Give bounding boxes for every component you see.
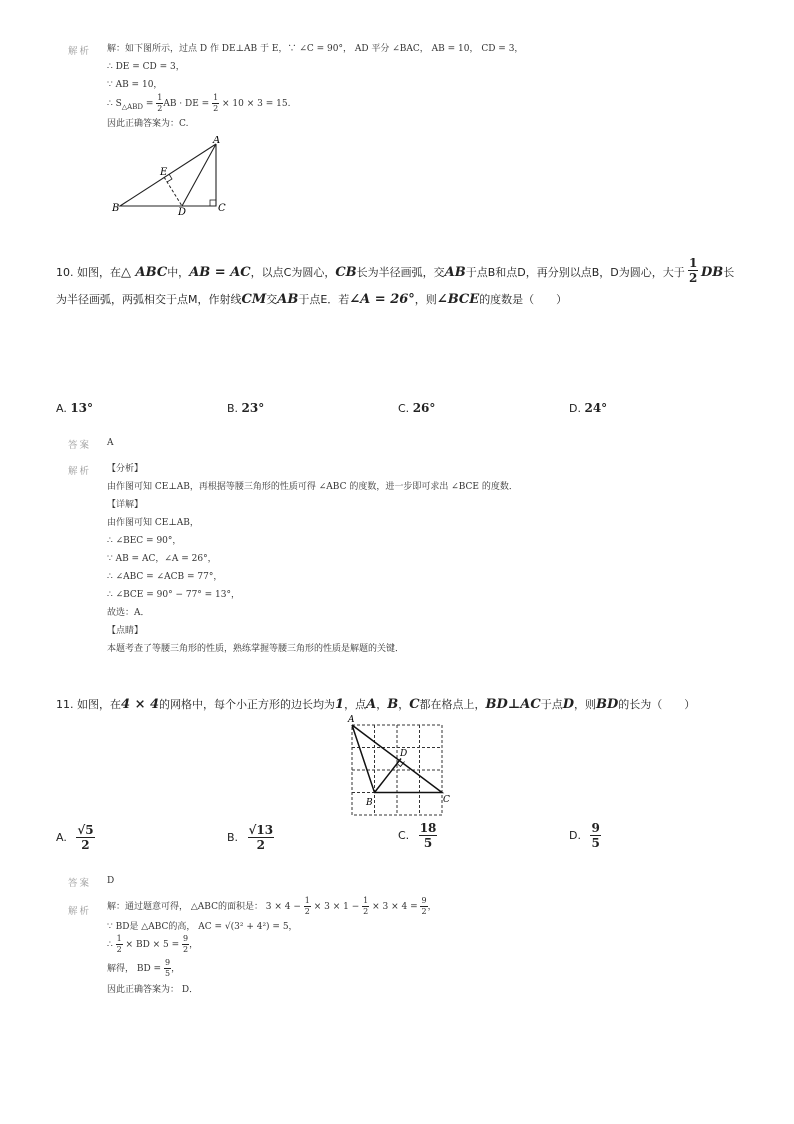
- text: ，则: [574, 698, 597, 711]
- text: ，则: [414, 293, 437, 306]
- text: × BD × 5 =: [122, 940, 183, 950]
- option-b[interactable]: [227, 401, 264, 415]
- text: × 10 × 3 = 15.: [219, 99, 291, 109]
- text: AB · DE =: [163, 99, 213, 109]
- fraction: [164, 959, 171, 978]
- solution-line: ∵ AB = AC，∠A = 26°，: [107, 554, 217, 564]
- daan-label: 答案: [68, 440, 92, 451]
- solution-line: ∴ ∠ABC = ∠ACB = 77°，: [107, 572, 223, 582]
- solution-line: 【点睛】: [107, 626, 144, 636]
- solution-line: ∴ DE = CD = 3，: [107, 62, 185, 72]
- jiexi-label: 解析: [68, 46, 92, 57]
- option-fraction: [76, 824, 94, 851]
- option-letter: C.: [398, 402, 410, 415]
- point-label: D: [178, 207, 187, 218]
- denominator: 2: [256, 838, 266, 852]
- solution-line: 因此正确答案为：C.: [107, 119, 189, 129]
- solution-line: ∴ ∠BEC = 90°，: [107, 536, 182, 546]
- option-value: 24°: [584, 401, 608, 415]
- solution-line: [107, 935, 198, 954]
- text: ，: [427, 902, 437, 912]
- denominator: 2: [213, 104, 219, 113]
- option-a[interactable]: [56, 401, 93, 415]
- numerator: √13: [248, 823, 274, 837]
- point-label: B: [366, 798, 373, 808]
- text: 解得， BD =: [107, 964, 164, 974]
- solution-line: [107, 959, 180, 978]
- numerator: 1: [116, 934, 122, 943]
- subscript: △ABD: [121, 102, 143, 111]
- option-fraction: [590, 822, 600, 849]
- text: ，: [189, 940, 199, 950]
- solution-line: 【详解】: [107, 500, 144, 510]
- solution-line: 由作图可知 CE⊥AB，: [107, 518, 199, 528]
- question-10-line-1-end: [701, 264, 734, 280]
- numerator: 1: [213, 93, 219, 102]
- text: × 3 × 1 −: [310, 902, 363, 912]
- jiexi-label: 解析: [68, 906, 92, 917]
- triangle-figure-9: [108, 136, 233, 218]
- fraction: [304, 897, 311, 916]
- numerator: 1: [689, 256, 698, 270]
- solution-line: 解：如下图所示，过点 D 作 DE⊥AB 于 E，∵ ∠C = 90°， AD 平分 ∠BAC， AB = 10， CD = 3，: [107, 44, 524, 54]
- point-label: B: [112, 203, 120, 214]
- text: =: [142, 99, 157, 109]
- text: 10. 如图，在: [56, 266, 121, 279]
- math: AB: [444, 265, 466, 280]
- math: ∠A = 26°: [349, 292, 415, 307]
- denominator: 2: [157, 104, 163, 113]
- denominator: 2: [363, 907, 369, 916]
- daan-label: 答案: [68, 878, 92, 889]
- option-value: 23°: [241, 401, 265, 415]
- text: 交: [266, 293, 278, 306]
- text: ，以点C为圆心，: [250, 266, 336, 279]
- numerator: 1: [157, 93, 163, 102]
- option-a[interactable]: [56, 824, 95, 851]
- option-letter: B.: [227, 831, 239, 844]
- text: 中，: [167, 266, 190, 279]
- option-d[interactable]: [569, 822, 601, 849]
- text: 于点B和点D，再分别以点B，D为圆心，大于: [465, 266, 685, 279]
- math: AB = AC: [189, 265, 251, 280]
- option-c[interactable]: [398, 822, 437, 849]
- math: DB: [701, 265, 724, 280]
- point-label: A: [348, 715, 355, 725]
- math: ∠BCE: [436, 292, 480, 307]
- option-d[interactable]: [569, 401, 607, 415]
- option-letter: A.: [56, 831, 67, 844]
- text: 为半径画弧，两弧相交于点M，作射线: [56, 293, 242, 306]
- option-fraction: [419, 822, 438, 849]
- math: 1: [335, 697, 345, 712]
- fraction-half: [688, 257, 698, 284]
- option-letter: D.: [569, 402, 581, 415]
- text: 11. 如图，在: [56, 698, 121, 711]
- solution-line: [107, 897, 437, 916]
- point-label: E: [160, 167, 168, 178]
- math: A: [366, 697, 377, 712]
- text: ，点: [344, 698, 367, 711]
- numerator: 9: [164, 958, 171, 967]
- question-11-line: [56, 696, 695, 712]
- text: ，: [171, 964, 181, 974]
- denominator: 2: [116, 945, 122, 954]
- solution-line: 本题考查了等腰三角形的性质，熟练掌握等腰三角形的性质是解题的关键．: [107, 644, 405, 654]
- denominator: 2: [421, 907, 427, 916]
- text: 解：通过题意可得， △ABC的面积是： 3 × 4 −: [107, 902, 304, 912]
- solution-line: ∵ BD是 △ABC的高， AC = √(3² + 4²) = 5，: [107, 922, 298, 932]
- option-c[interactable]: [398, 401, 435, 415]
- solution-line: 故选：A．: [107, 608, 150, 618]
- text: 长: [723, 266, 735, 279]
- option-value: 13°: [70, 401, 94, 415]
- grid-figure-11: [342, 713, 454, 819]
- math: △ ABC: [121, 265, 168, 280]
- numerator: 1: [363, 896, 369, 905]
- option-fraction: [248, 824, 275, 851]
- point-label: C: [443, 795, 450, 805]
- denominator: 2: [304, 907, 310, 916]
- option-letter: C.: [398, 829, 410, 842]
- numerator: 9: [183, 934, 189, 943]
- option-letter: B.: [227, 402, 239, 415]
- point-label: C: [218, 203, 226, 214]
- point-label: D: [400, 749, 408, 759]
- solution-line: 由作图可知 CE⊥AB，再根据等腰三角形的性质可得 ∠ABC 的度数，进一步即可求出 ∠BCE 的度数．: [107, 482, 518, 492]
- fraction: [420, 897, 427, 916]
- answer-value: D: [107, 876, 115, 886]
- text: 的网格中，每个小正方形的边长均为: [159, 698, 336, 711]
- option-b[interactable]: [227, 824, 274, 851]
- math: C: [409, 697, 420, 712]
- denominator: 2: [81, 838, 90, 852]
- numerator: 9: [421, 896, 427, 905]
- answer-value: A: [107, 438, 114, 448]
- math: BD⊥AC: [485, 697, 541, 712]
- math: B: [387, 697, 399, 712]
- text: ∴ S: [107, 99, 122, 109]
- option-value: 26°: [412, 401, 436, 415]
- option-letter: A.: [56, 402, 67, 415]
- text: 的长为（ ）: [618, 698, 696, 711]
- point-label: A: [213, 136, 221, 146]
- math: CB: [335, 265, 357, 280]
- math: D: [562, 697, 575, 712]
- solution-line: 【分析】: [107, 464, 144, 474]
- text: 于点: [540, 698, 563, 711]
- denominator: 5: [164, 969, 171, 978]
- math: 4 × 4: [121, 697, 160, 712]
- math: AB: [277, 292, 299, 307]
- numerator: 18: [419, 821, 437, 835]
- text: 的度数是（ ）: [479, 293, 568, 306]
- numerator: 1: [304, 896, 310, 905]
- text: × 3 × 4 =: [369, 902, 421, 912]
- jiexi-label: 解析: [68, 466, 92, 477]
- question-10-line-2: [56, 291, 567, 307]
- text: 长为半径画弧，交: [356, 266, 445, 279]
- question-10-line-1: [56, 264, 685, 280]
- numerator: √5: [77, 823, 94, 837]
- math: CM: [241, 292, 267, 307]
- denominator: 5: [591, 836, 600, 850]
- solution-line: ∴ ∠BCE = 90° − 77° = 13°，: [107, 590, 241, 600]
- text: 都在格点上，: [419, 698, 486, 711]
- text: ∴: [107, 940, 116, 950]
- fraction: [116, 935, 123, 954]
- numerator: 9: [591, 821, 600, 835]
- solution-line: ∵ AB = 10，: [107, 80, 163, 90]
- denominator: 2: [183, 945, 189, 954]
- denominator: 2: [689, 271, 698, 285]
- text: 于点E．若: [298, 293, 350, 306]
- text: ，: [376, 698, 388, 711]
- math: BD: [596, 697, 619, 712]
- solution-line: 因此正确答案为： D．: [107, 985, 199, 995]
- denominator: 5: [423, 836, 433, 850]
- option-letter: D.: [569, 829, 581, 842]
- text: ，: [398, 698, 410, 711]
- solution-line: [107, 94, 290, 113]
